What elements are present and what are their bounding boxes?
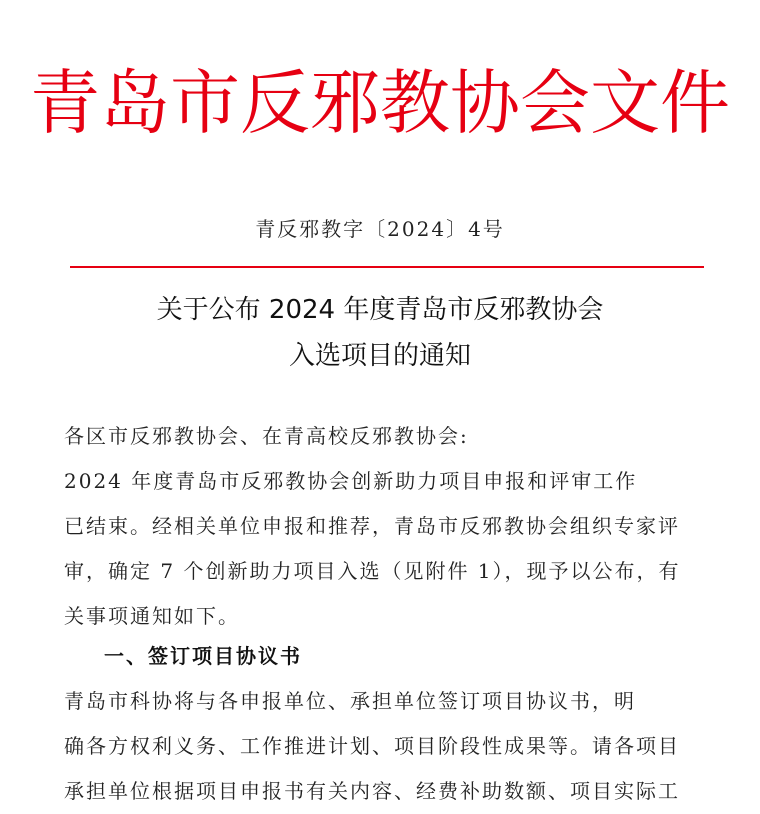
masthead-title: 青岛市反邪教协会文件 [30, 62, 730, 144]
section-body-line: 确各方权利义务、工作推进计划、项目阶段性成果等。请各项目 [64, 734, 680, 758]
salutation: 各区市反邪教协会、在青高校反邪教协会: [64, 424, 469, 448]
section-body-line: 青岛市科协将与各申报单位、承担单位签订项目协议书，明 [64, 689, 636, 713]
document-number: 青反邪教字〔2024〕4号 [255, 217, 505, 241]
notice-title-line-2: 入选项目的通知 [288, 341, 471, 371]
red-separator-line [70, 266, 704, 268]
body-line: 2024 年度青岛市反邪教协会创新助力项目申报和评审工作 [64, 469, 638, 493]
section-body-line: 承担单位根据项目申报书有关内容、经费补助数额、项目实际工 [64, 779, 680, 803]
notice-title-line-1: 关于公布 2024 年度青岛市反邪教协会 [156, 295, 604, 325]
body-line: 审，确定 7 个创新助力项目入选（见附件 1），现予以公布，有 [64, 559, 681, 583]
section-heading: 一、签订项目协议书 [104, 644, 302, 668]
body-line: 关事项通知如下。 [64, 604, 240, 628]
body-line: 已结束。经相关单位申报和推荐，青岛市反邪教协会组织专家评 [64, 514, 680, 538]
